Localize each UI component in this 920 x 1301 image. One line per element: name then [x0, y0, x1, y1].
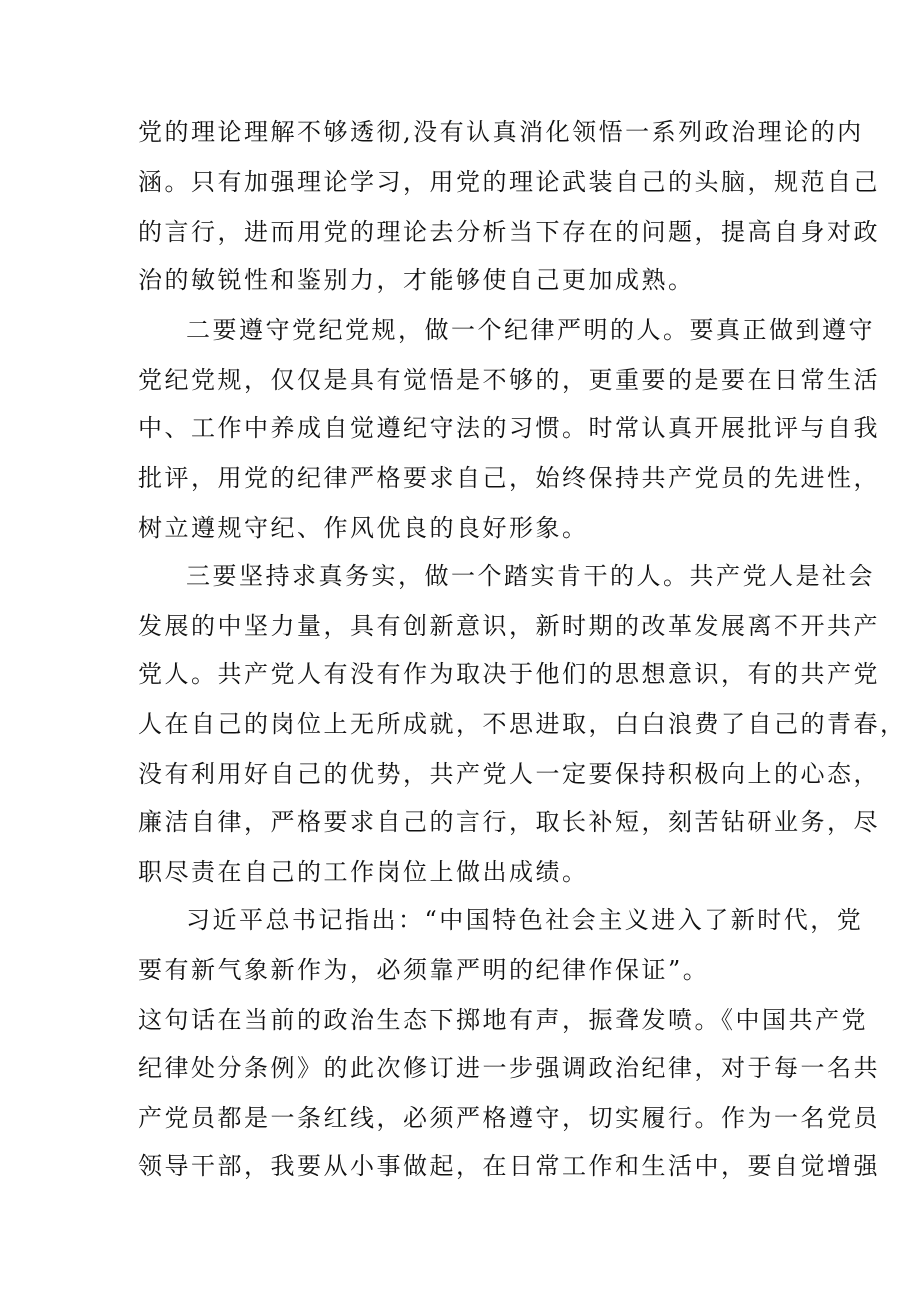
text-line: 树立遵规守纪、作风优良的良好形象。 [138, 514, 589, 542]
paragraph-start-line: 习近平总书记指出：“中国特色社会主义进入了新时代，党 [186, 906, 864, 934]
text-line: 产党员都是一条红线，必须严格遵守，切实履行。作为一名党员 [138, 1104, 880, 1132]
text-line: 中、工作中养成自觉遵纪守法的习惯。时常认真开展批评与自我 [138, 414, 880, 442]
text-line: 治的敏锐性和鉴别力，才能够使自己更加成熟。 [138, 266, 695, 294]
text-line: 涵。只有加强理论学习，用党的理论武装自己的头脑，规范自己 [138, 168, 880, 196]
text-line: 人在自己的岗位上无所成就，不思进取，白白浪费了自己的青春， [138, 710, 907, 738]
text-line: 廉洁自律，严格要求自己的言行，取长补短，刻苦钻研业务，尽 [138, 808, 880, 836]
text-line: 的言行，进而用党的理论去分析当下存在的问题，提高自身对政 [138, 218, 880, 246]
text-line: 党人。共产党人有没有作为取决于他们的思想意识，有的共产党 [138, 660, 880, 688]
paragraph-start-line: 二要遵守党纪党规，做一个纪律严明的人。要真正做到遵守 [186, 316, 875, 344]
paragraph-start-line: 这句话在当前的政治生态下掷地有声，振聋发喷。《中国共产党 [138, 1006, 868, 1034]
paragraph-start-line: 三要坚持求真务实，做一个踏实肯干的人。共产党人是社会 [186, 562, 875, 590]
text-line: 职尽责在自己的工作岗位上做出成绩。 [138, 858, 589, 886]
text-line: 党的理论理解不够透彻,没有认真消化领悟一系列政治理论的内 [138, 118, 864, 146]
text-line: 没有利用好自己的优势，共产党人一定要保持积极向上的心态， [138, 760, 880, 788]
text-line: 批评，用党的纪律严格要求自己，始终保持共产党员的先进性， [138, 464, 880, 492]
text-line: 要有新气象新作为，必须靠严明的纪律作保证”。 [138, 956, 710, 984]
text-line: 党纪党规，仅仅是具有觉悟是不够的，更重要的是要在日常生活 [138, 366, 880, 394]
text-line: 纪律处分条例》的此次修订进一步强调政治纪律，对于每一名共 [138, 1054, 880, 1082]
text-line: 发展的中坚力量，具有创新意识，新时期的改革发展离不开共产 [138, 612, 880, 640]
text-line: 领导干部，我要从小事做起，在日常工作和生活中，要自觉增强 [138, 1152, 880, 1180]
